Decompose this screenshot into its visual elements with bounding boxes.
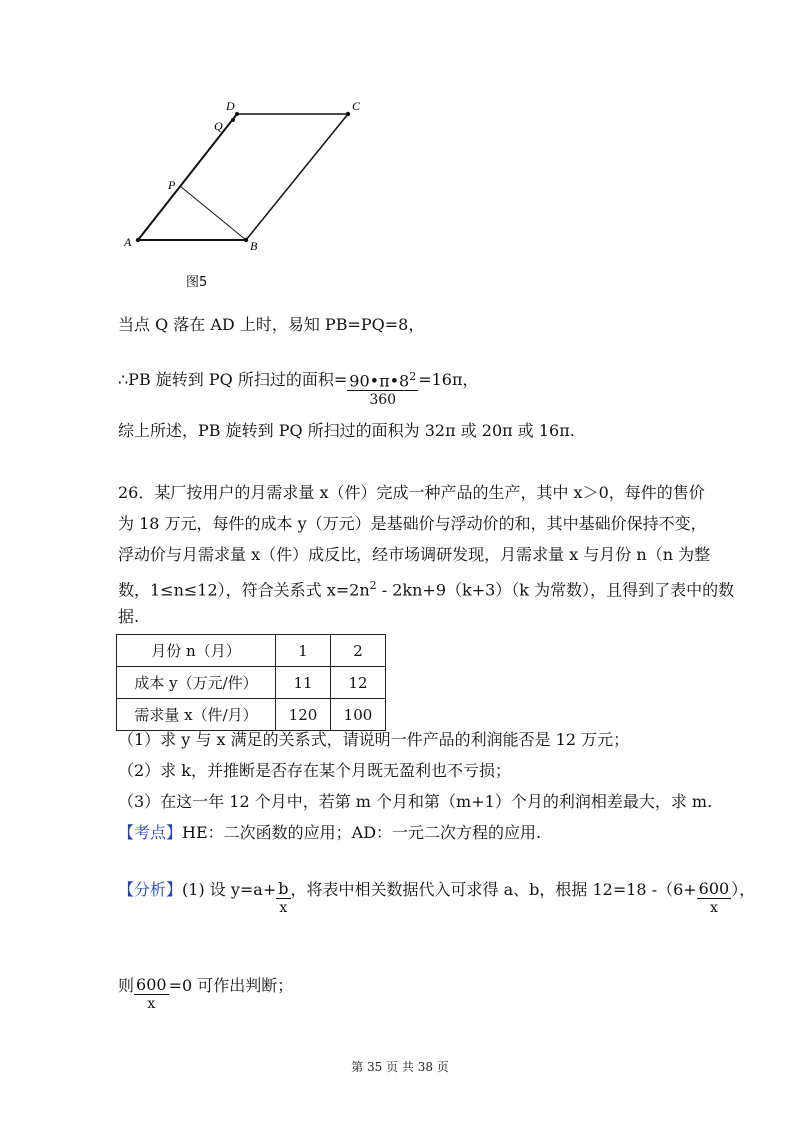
analysis-line	[118, 872, 756, 916]
key-points-text: HE：二次函数的应用；AD：一元二次方程的应用.	[182, 823, 542, 842]
text-line-2	[118, 360, 479, 409]
relation-prefix: 数，1≤n≤12），符合关系式 x=2n	[118, 580, 370, 600]
area-num-exponent: 2	[409, 370, 417, 383]
fraction-600-over-x-2	[134, 976, 169, 1013]
label-b: B	[250, 239, 258, 253]
table-row-header: 需求量 x（件/月）	[117, 699, 276, 731]
analysis-middle: ，将表中相关数据代入可求得 a、b，根据 12=18 -（6+	[290, 880, 697, 899]
text-line-1: 当点 Q 落在 AD 上时，易知 PB=PQ=8，	[118, 315, 425, 334]
problem-26-line-1: 26．某厂按用户的月需求量 x（件）完成一种产品的生产，其中 x＞0，每件的售价	[118, 483, 705, 502]
table-row-header: 成本 y（万元/件）	[117, 667, 276, 699]
table-cell: 11	[276, 667, 331, 699]
area-fraction-denominator: 360	[369, 392, 397, 409]
table-row-header: 月份 n（月）	[117, 635, 276, 667]
table-cell: 12	[331, 667, 386, 699]
judgement-line	[118, 968, 294, 1012]
table-cell: 2	[331, 635, 386, 667]
question-1: （1）求 y 与 x 满足的关系式，请说明一件产品的利润能否是 12 万元；	[118, 730, 630, 749]
table-row	[117, 635, 386, 667]
point-a-dot	[136, 238, 140, 242]
judgement-suffix: =0 可作出判断；	[168, 976, 294, 995]
key-points-tag: 【考点】	[118, 823, 183, 842]
page-footer: 第 35 页 共 38 页	[351, 1060, 449, 1074]
label-p: P	[168, 178, 176, 192]
point-d-dot	[235, 112, 239, 116]
label-a: A	[124, 235, 132, 249]
fraction-numerator: b	[278, 879, 289, 898]
figure-svg	[110, 88, 380, 268]
table-row	[117, 699, 386, 731]
table-cell: 100	[331, 699, 386, 731]
judgement-prefix: 则	[118, 976, 135, 995]
fraction-denominator: x	[279, 900, 288, 916]
area-fraction-numerator	[347, 368, 418, 391]
problem-26-line-4	[118, 576, 734, 600]
question-3: （3）在这一年 12 个月中，若第 m 个月和第（m+1）个月的利润相差最大，求 m.	[118, 792, 713, 811]
relation-suffix: - 2kn+9（k+3）（k 为常数），且得到了表中的数	[376, 580, 735, 600]
relation-exponent: 2	[369, 579, 377, 592]
area-fraction	[347, 368, 418, 409]
key-points	[118, 823, 541, 843]
analysis-suffix: ），	[731, 880, 756, 899]
fraction-denominator: x	[147, 996, 156, 1012]
point-c-dot	[346, 112, 350, 116]
table-row	[117, 667, 386, 699]
text-line-3: 综上所述，PB 旋转到 PQ 所扫过的面积为 32π 或 20π 或 16π.	[118, 421, 575, 440]
fraction-numerator: 600	[136, 975, 167, 994]
fraction-b-over-x	[276, 880, 290, 917]
analysis-tag: 【分析】	[118, 880, 183, 899]
parallelogram-figure	[110, 88, 380, 268]
area-formula-prefix: ∴PB 旋转到 PQ 所扫过的面积=	[118, 370, 348, 390]
fraction-600-over-x	[697, 880, 732, 917]
figure-caption: 图5	[186, 275, 208, 290]
area-num-text: 90•π•8	[349, 371, 410, 391]
problem-26-line-3: 浮动价与月需求量 x（件）成反比，经市场调研发现，月需求量 x 与月份 n（n 为整	[118, 545, 711, 564]
label-c: C	[352, 99, 361, 113]
area-formula-suffix: =16π，	[418, 370, 479, 390]
point-b-dot	[244, 238, 248, 242]
problem-26-line-5: 据.	[118, 607, 140, 626]
problem-26-line-2: 为 18 万元，每件的成本 y（万元）是基础价与浮动价的和，其中基础价保持不变，	[118, 514, 707, 533]
segment-pb	[180, 186, 246, 240]
data-table	[116, 634, 386, 731]
table-cell: 120	[276, 699, 331, 731]
fraction-numerator: 600	[698, 879, 730, 898]
question-2: （2）求 k，并推断是否存在某个月既无盈利也不亏损；	[118, 761, 511, 780]
label-d: D	[226, 99, 235, 113]
analysis-prefix: (1) 设 y=a+	[182, 880, 277, 899]
segment-bc	[246, 114, 348, 240]
point-q-dot	[231, 118, 235, 122]
table-cell: 1	[276, 635, 331, 667]
label-q: Q	[214, 119, 223, 133]
fraction-denominator: x	[709, 900, 718, 916]
